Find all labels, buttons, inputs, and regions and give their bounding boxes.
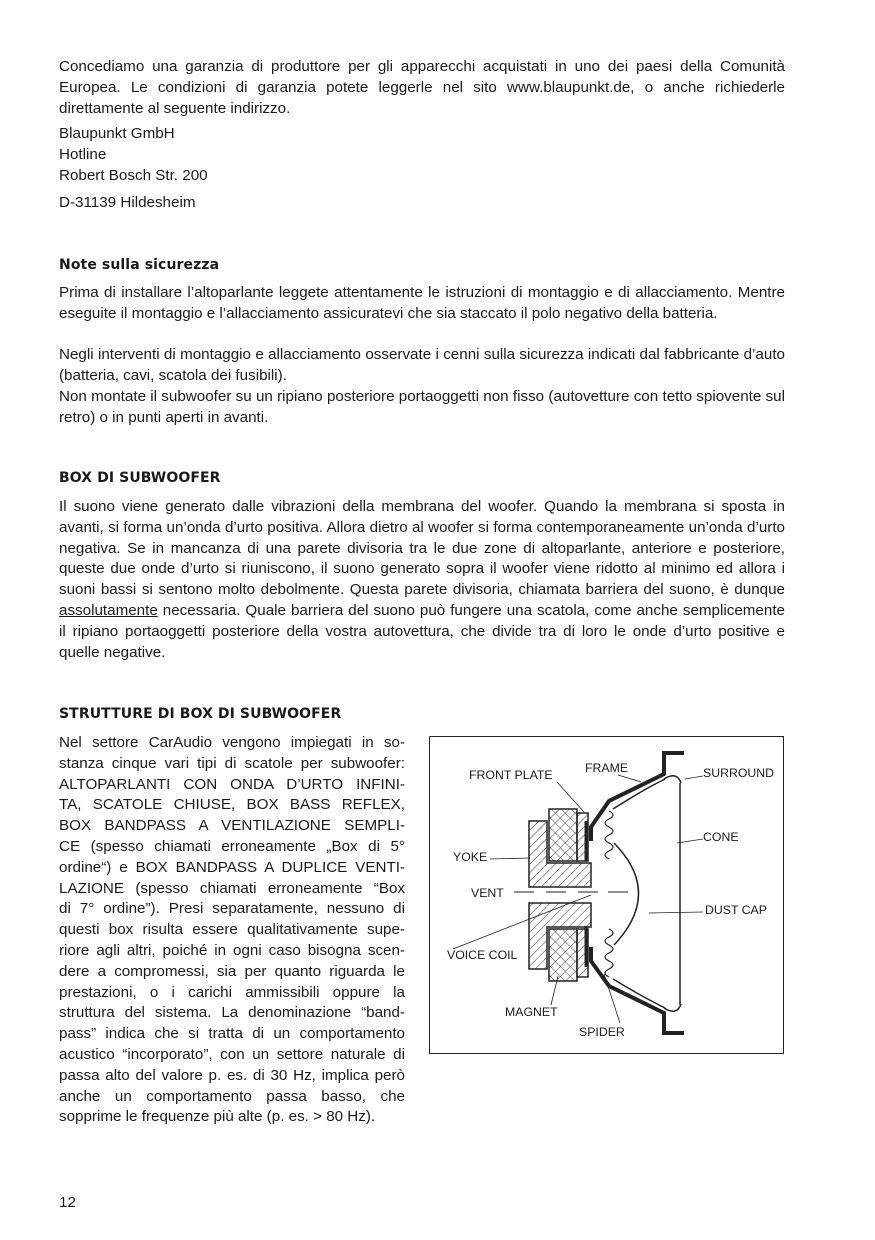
- box-text-after: necessaria. Quale barriera del suono può fungere una scatola, come anche semplicemente il ripiano portaoggetti posteriore della vostra autovettura, che divide tra di loro le onde d’urto positive e quelle negative.: [59, 601, 785, 661]
- structures-heading: STRUTTURE DI BOX DI SUBWOOFER: [59, 706, 342, 722]
- structures-line: questi box risulta essere qualitativamente supe-: [59, 921, 405, 939]
- box-heading: BOX DI SUBWOOFER: [59, 470, 221, 486]
- dust-cap: [614, 843, 639, 945]
- structures-line: struttura del sistema. La denominazione “band-: [59, 1004, 405, 1022]
- box-paragraph: [59, 497, 785, 663]
- structures-line: dere a compromessi, sia per quanto riguarda le: [59, 962, 405, 980]
- safety-paragraph-3: Non montate il subwoofer su un ripiano posteriore portaoggetti non fisso (autovetture con tetto spiovente sul retro) o in punti aperti in avanti.: [59, 388, 785, 426]
- safety-heading: Note sulla sicurezza: [59, 257, 220, 273]
- structures-line: TA, SCATOLE CHIUSE, BOX BASS REFLEX,: [59, 796, 405, 814]
- subwoofer-diagram: [429, 736, 784, 1054]
- label-front-plate: FRONT PLATE: [469, 768, 553, 782]
- structures-line: prestazioni, o i carichi ammissibili oppure la: [59, 983, 405, 1001]
- address-company: Blaupunkt GmbH: [59, 125, 175, 142]
- frame-lower: [591, 947, 684, 1033]
- label-surround: SURROUND: [703, 766, 775, 780]
- label-vent: VENT: [471, 886, 504, 900]
- label-dust-cap: DUST CAP: [705, 903, 767, 917]
- structures-line: di 7° ordine”). Presi separatamente, nessuno di: [59, 900, 405, 918]
- structures-line: CE (spesso chiamati erroneamente „Box di 5°: [59, 837, 405, 855]
- structures-line: acustico “incorporato”, con un settore naturale di: [59, 1045, 405, 1063]
- spider-lower: [605, 929, 613, 977]
- label-frame: FRAME: [585, 761, 629, 775]
- intro-paragraph: Concediamo una garanzia di produttore per gli apparecchi acquistati in uno dei paesi della Comunità Europea. Le condizioni di garanzia potete leggerle nel sito www.blaupunkt.de, o anche richiederle direttamente al seguente indirizzo.: [59, 58, 785, 117]
- address-hotline: Hotline: [59, 146, 107, 163]
- structures-line: ordine“) e BOX BANDPASS A DUPLICE VENTI-: [59, 858, 405, 876]
- structures-line: ALTOPARLANTI CON ONDA D’URTO INFINI-: [59, 775, 405, 793]
- magnet-lower: [549, 929, 577, 981]
- structures-line: stanza cinque vari tipi di scatole per subwoofer:: [59, 754, 405, 772]
- box-text-before: Il suono viene generato dalle vibrazioni della membrana del woofer. Quando la membrana si sposta in avanti, si forma un’onda d’urto positiva. Allora dietro al woofer si forma contemporaneamente un’onda d’urto negativa. Se in mancanza di una parete divisoria tra le due zone di altoparlante, anteriore e posteriore, queste due onde d’urto si riuniscono, il suono generato sopra il woofer viene ridotto al minimo ed allora i suoni bassi si sentono molto debolmente. Questa parete divisoria, chiamata barriera del suono, è dunque: [59, 498, 785, 599]
- front-plate-upper: [577, 813, 588, 861]
- structures-line: sopprime le frequenze più alte (p. es. > 80 Hz).: [59, 1108, 376, 1126]
- label-magnet: MAGNET: [505, 1005, 558, 1019]
- address-postcode: D-31139 Hildesheim: [59, 194, 196, 211]
- structures-line: Nel settore CarAudio vengono impiegati in so-: [59, 734, 405, 751]
- surround-lower: [664, 1004, 681, 1011]
- address-street: Robert Bosch Str. 200: [59, 167, 208, 184]
- surround-upper: [664, 776, 681, 783]
- structures-line: BOX BANDPASS A VENTILAZIONE SEMPLI-: [59, 817, 405, 835]
- label-cone: CONE: [703, 830, 739, 844]
- safety-paragraph-1: Prima di installare l’altoparlante leggete attentamente le istruzioni di montaggio e di allacciamento. Mentre eseguite il montaggio e l’allacciamento assicuratevi che sia staccato il polo negativo della batteria.: [59, 284, 785, 322]
- structures-line: pass” indica che si tratta di un comportamento: [59, 1025, 405, 1043]
- safety-paragraph-2: Negli interventi di montaggio e allacciamento osservate i cenni sulla sicurezza indicati dal fabbricante d’auto (batteria, cavi, scatola dei fusibili).: [59, 346, 785, 384]
- structures-line: anche un comportamento passa basso, che: [59, 1087, 405, 1105]
- structures-line: passa alto del valore p. es. di 30 Hz, implica però: [59, 1066, 405, 1084]
- box-text-underlined: assolutamente: [59, 601, 158, 619]
- structures-line: riore agli altri, poiché in ogni caso bisogna scen-: [59, 941, 405, 959]
- label-yoke: YOKE: [453, 850, 488, 864]
- label-voice-coil: VOICE COIL: [447, 948, 518, 962]
- magnet-upper: [549, 809, 577, 861]
- spider-upper: [605, 811, 613, 859]
- page-number: 12: [59, 1194, 76, 1211]
- label-spider: SPIDER: [579, 1025, 625, 1039]
- structures-line: LAZIONE (spesso chiamati erroneamente “Box: [59, 879, 405, 897]
- front-plate-lower: [577, 929, 588, 977]
- structures-paragraph: [59, 733, 405, 1128]
